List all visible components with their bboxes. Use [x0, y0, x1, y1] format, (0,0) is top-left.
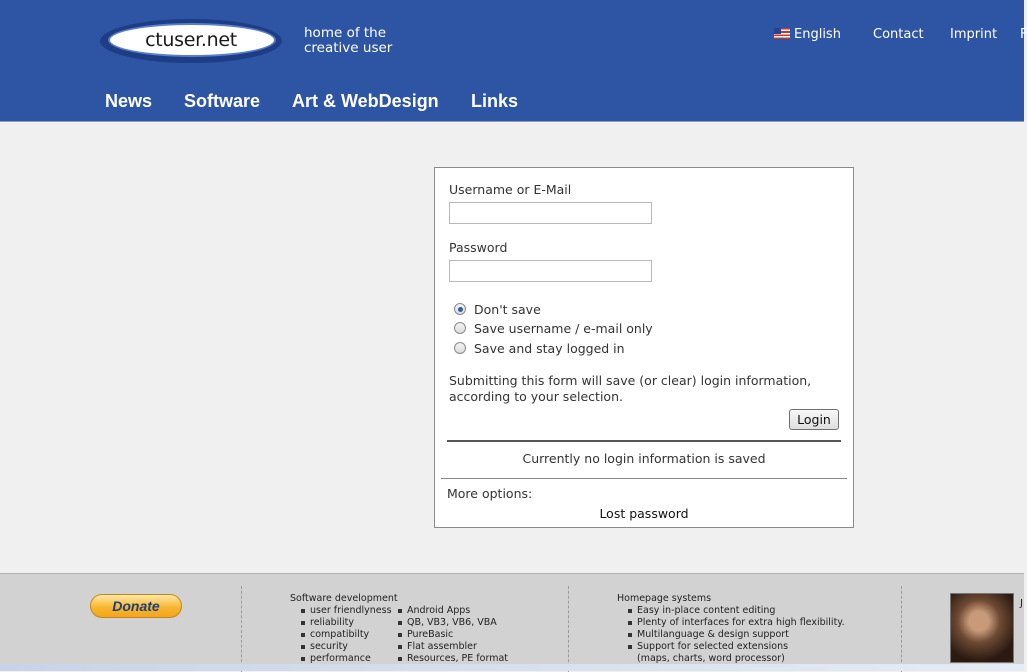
login-button[interactable]: Login	[789, 409, 839, 430]
password-label: Password	[449, 240, 508, 255]
software-tech-list	[387, 605, 517, 665]
us-flag-icon	[774, 28, 790, 39]
list-item: Plenty of interfaces for extra high flexibility.	[617, 617, 857, 629]
author-photo[interactable]	[950, 593, 1014, 663]
list-item: user friendlyness	[290, 605, 400, 617]
footer-separator	[241, 586, 242, 672]
password-input[interactable]	[449, 260, 652, 282]
software-title: Software development	[290, 593, 398, 604]
nav-links[interactable]: Links	[471, 91, 519, 111]
radio-button-checked[interactable]	[454, 303, 466, 315]
site-logo[interactable]	[100, 19, 282, 63]
photo-caption-cut-off: J	[1020, 598, 1023, 609]
divider	[441, 478, 847, 479]
list-item: Multilanguage & design support	[617, 629, 857, 641]
login-form	[434, 167, 854, 528]
tagline-line1: home of the	[304, 25, 387, 41]
list-item: PureBasic	[387, 629, 517, 641]
logo-text: ctuser.net	[145, 29, 237, 51]
homepage-title: Homepage systems	[617, 593, 712, 604]
radio-dont-save[interactable]	[454, 302, 541, 317]
homepage-features-list	[617, 605, 857, 653]
list-item: reliability	[290, 617, 400, 629]
language-label: English	[794, 27, 841, 42]
bottom-strip	[0, 664, 1024, 671]
footer-separator	[901, 586, 902, 672]
language-link[interactable]	[774, 27, 841, 42]
radio-stay-logged-in-label: Save and stay logged in	[474, 341, 625, 356]
software-features-list	[290, 605, 400, 665]
radio-save-username-label: Save username / e-mail only	[474, 321, 653, 336]
nav-news[interactable]: News	[105, 91, 153, 111]
divider	[447, 440, 841, 442]
list-item: performance	[290, 653, 400, 665]
footer-separator	[568, 586, 569, 672]
list-item: Flat assembler	[387, 641, 517, 653]
username-input[interactable]	[449, 202, 652, 224]
radio-button[interactable]	[454, 342, 466, 354]
lost-password-link[interactable]: Lost password	[599, 506, 689, 521]
list-item: QB, VB3, VB6, VBA	[387, 617, 517, 629]
homepage-column	[617, 593, 857, 665]
list-item: Easy in-place content editing	[617, 605, 857, 617]
donate-button[interactable]: Donate	[90, 594, 182, 618]
cut-off-link[interactable]: F	[1020, 27, 1027, 42]
radio-button[interactable]	[454, 322, 466, 334]
tagline	[304, 26, 424, 56]
nav-software[interactable]: Software	[184, 91, 261, 111]
radio-save-username[interactable]	[454, 321, 653, 336]
imprint-link[interactable]: Imprint	[950, 27, 998, 42]
list-item-continuation: (maps, charts, word processor)	[637, 653, 785, 664]
tagline-line2: creative user	[304, 40, 393, 56]
software-tech-column	[387, 605, 517, 665]
site-header	[0, 0, 1027, 122]
more-options-label: More options:	[447, 486, 533, 501]
login-status: Currently no login information is saved	[522, 451, 766, 466]
list-item: Android Apps	[387, 605, 517, 617]
list-item: compatibilty	[290, 629, 400, 641]
list-item: Support for selected extensions	[617, 641, 857, 653]
radio-stay-logged-in[interactable]	[454, 341, 625, 356]
software-column	[290, 593, 400, 665]
username-label: Username or E-Mail	[449, 182, 572, 197]
radio-dont-save-label: Don't save	[474, 302, 541, 317]
list-item: security	[290, 641, 400, 653]
site-footer	[0, 573, 1024, 671]
list-item: Resources, PE format	[387, 653, 517, 665]
contact-link[interactable]: Contact	[873, 27, 924, 42]
form-note: Submitting this form will save (or clear) login information, according to your selection.	[449, 373, 812, 404]
nav-art-webdesign[interactable]: Art & WebDesign	[292, 91, 439, 111]
